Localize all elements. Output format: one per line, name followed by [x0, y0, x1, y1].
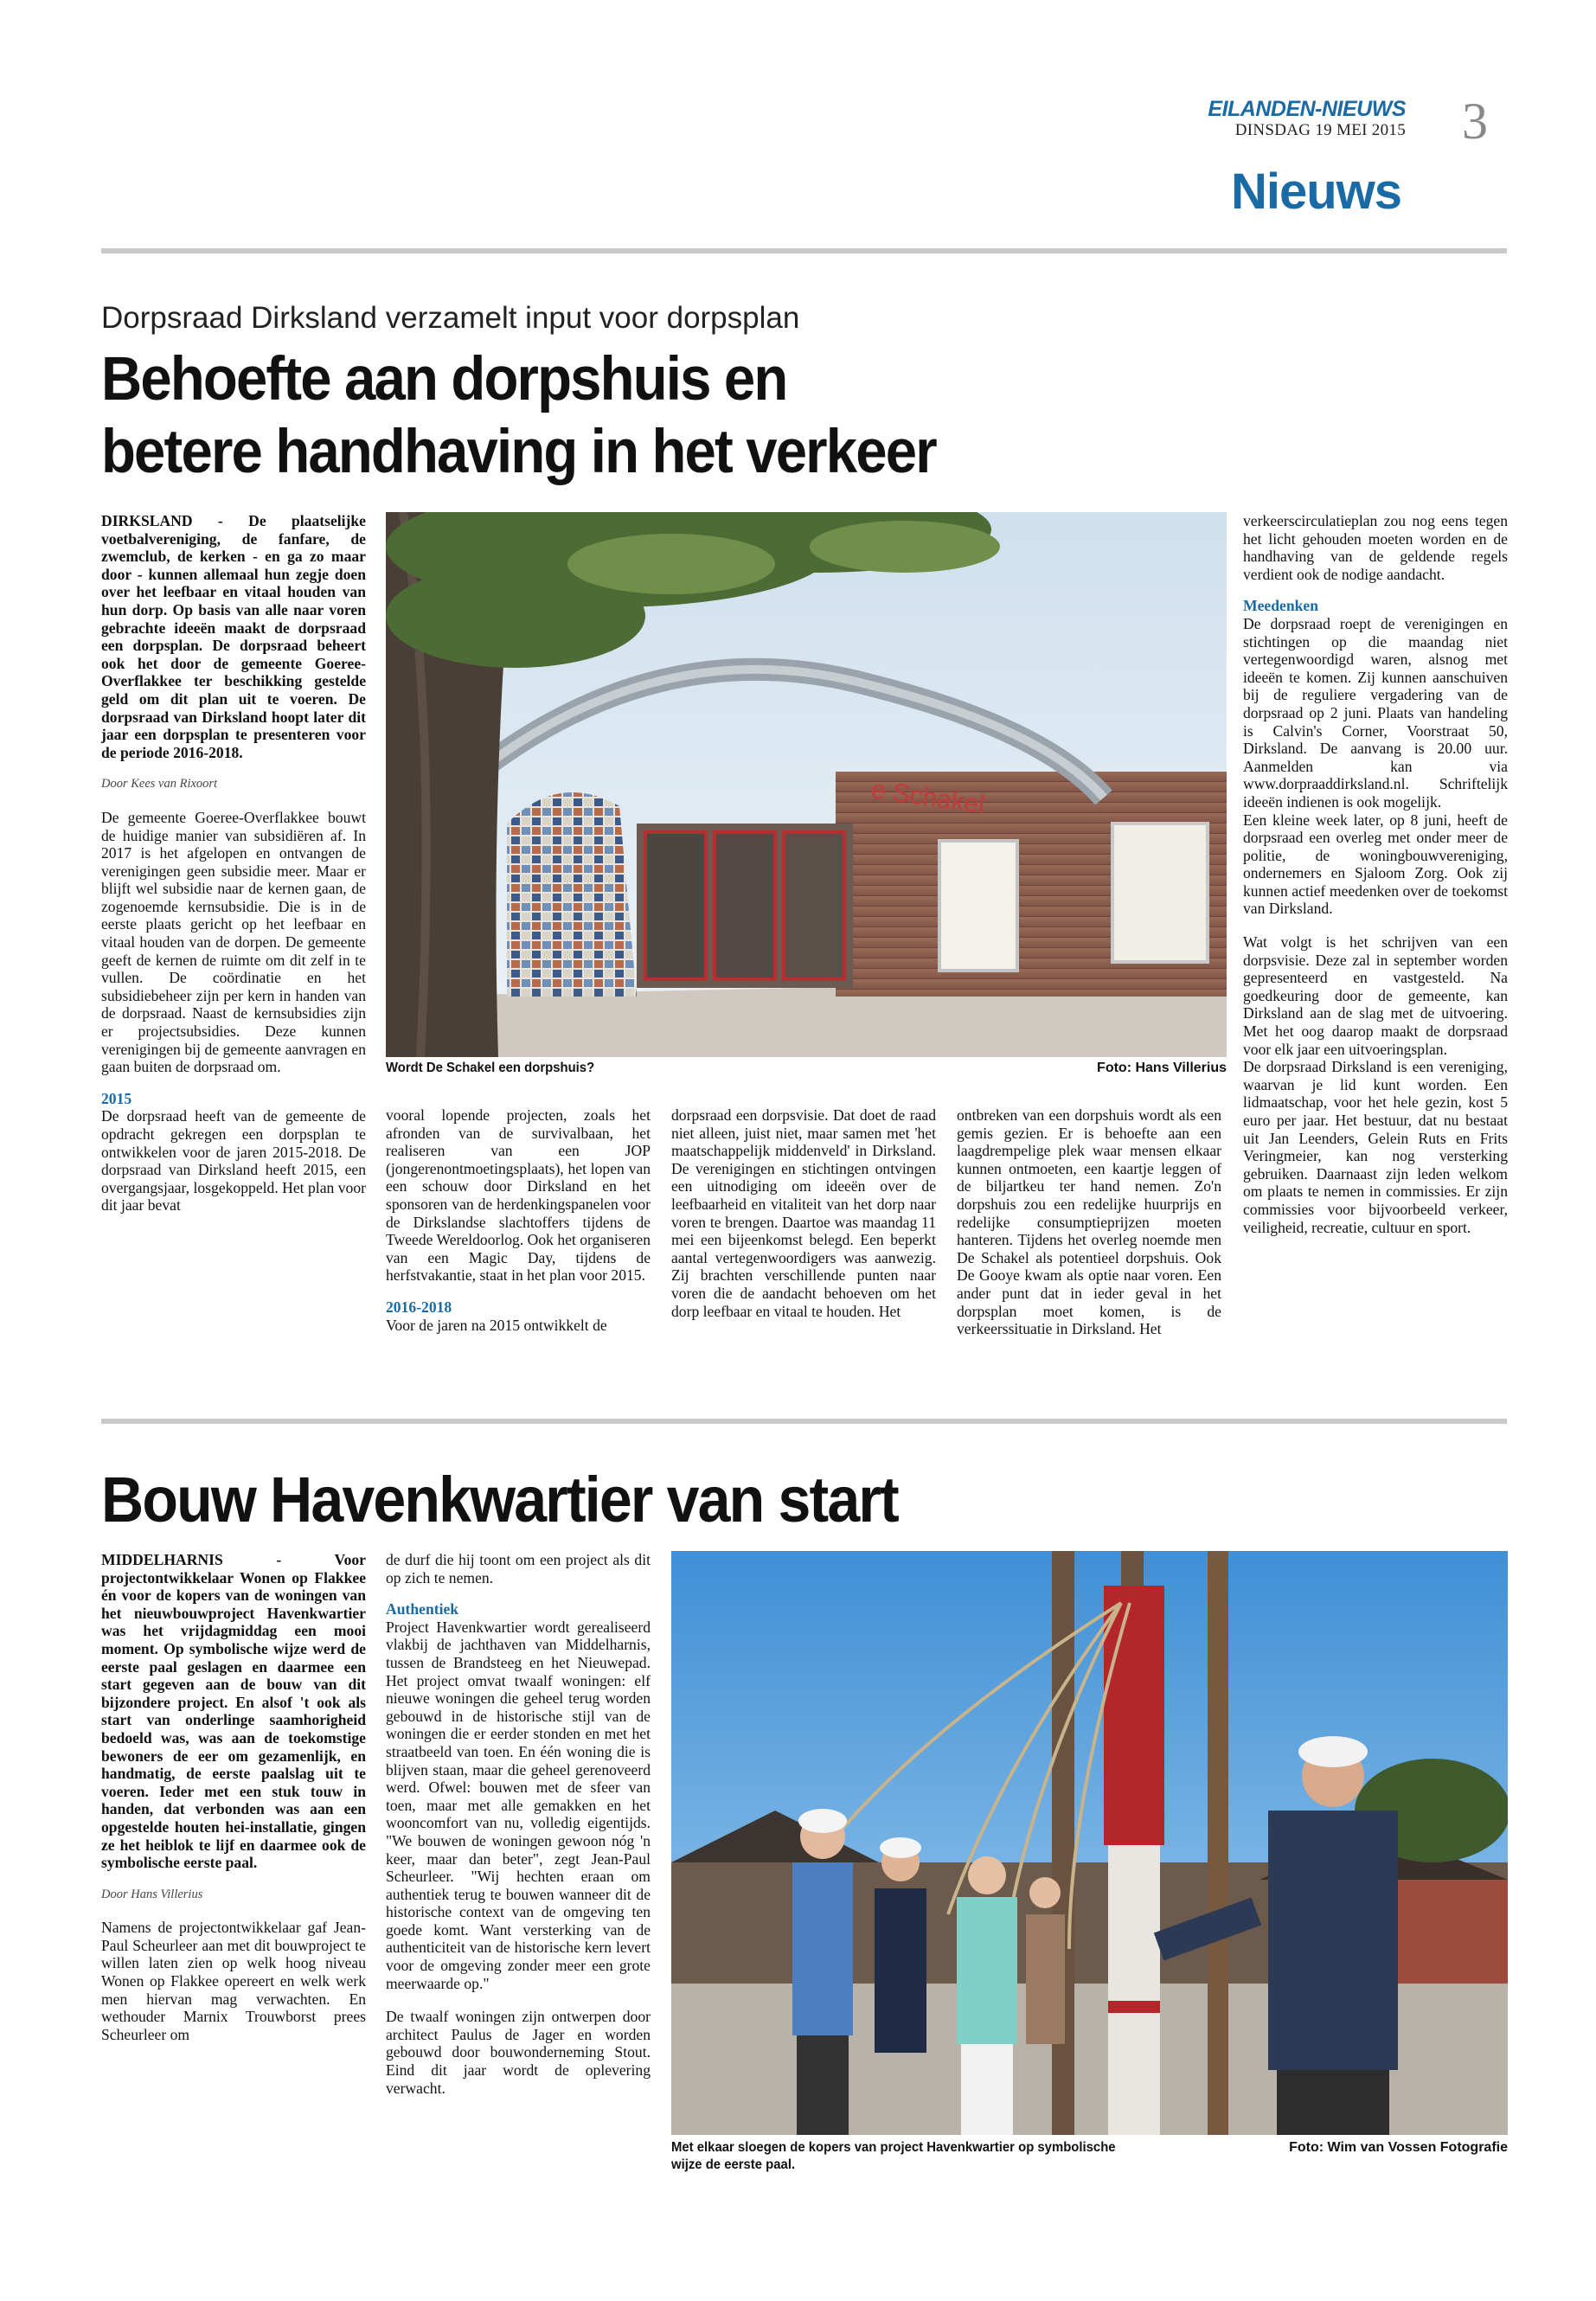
article2-subhead-authentiek: Authentiek [386, 1600, 459, 1618]
article1-paragraph: dorpsraad een dorpsvisie. Dat doet de raad niet alleen, juist niet, maar samen met 'het maatschappelijk middenveld' in Dirksland. De verenigingen en stichtingen ontvingen een uitnodiging om ideeën over de leefbaarheid en vitaliteit van het dorp naar voren te brengen. Daartoe was maandag 11 mei een bijeenkomst belegd. Een beperkt aantal vertegenwoordigers was aanwezig. Zij brachten verschillende punten naar voren die de aandacht behoeven om het dorp leefbaar en vitaal te houden. Het [671, 1106, 936, 1320]
article1-paragraph: De dorpsraad Dirksland is een vereniging, waarvan je lid kunt worden. Een lidmaatschap, voor het hele gezin, kost 5 euro per jaar. Het bestuur, dat nu bestaat uit Jan Leenders, Gelein Ruts en Frits Veringmeier, kan nog versterking gebruiken. Daarnaast zijn leden welkom om plaats te nemen in commissies. Er zijn commissies voor bijvoorbeeld verkeer, veiligheid, recreatie, cultuur en sport. [1243, 1058, 1508, 1236]
section-title: Nieuws [1230, 163, 1401, 220]
article2-column-2 [386, 1551, 651, 2097]
article1-photo-credit: Foto: Hans Villerius [1097, 1061, 1227, 1075]
article1-paragraph: Een kleine week later, op 8 juni, heeft de dorpsraad een overleg met onder meer de politie, de woningbouwvereniging, ondernemers en Sjaloom Zorg. Ook zij kunnen actief meedenken over de toekomst van Dirksland. [1243, 811, 1508, 918]
article1-paragraph: De dorpsraad heeft van de gemeente de opdracht gekregen een dorpsplan te ontwikkelen voor de jaren 2015-2018. De dorpsraad van Dirksland heeft 2015, een overgangsjaar, losgekoppeld. Het plan voor dit jaar bevat [101, 1107, 366, 1215]
schakel-building-photo [386, 512, 1227, 1057]
article1-headline-line1: Behoefte aan dorpshuis en [101, 345, 787, 413]
article1-paragraph: De dorpsraad roept de verenigingen en stichtingen op die maandag niet vertegenwoordigd waren, alsnog met ideeën te komen. Zij kunnen aanschuiven bij de reguliere vergadering van de dorpsraad op 2 juni. Plaats van handeling is Calvin's Corner, Voorstraat 50, Dirksland. De aanvang is 20.00 uur. Aanmelden kan via www.dorpraaddirksland.nl. Schriftelijk ideeën indienen is ook mogelijk. [1243, 614, 1508, 811]
article-divider [101, 1419, 1507, 1424]
building-sign: e Schakel [869, 775, 987, 820]
article1-kicker: Dorpsraad Dirksland verzamelt input voor dorpsplan [101, 301, 800, 335]
article1-column-5 [1243, 512, 1508, 1236]
article1-column-1 [101, 512, 366, 1215]
article1-paragraph: vooral lopende projecten, zoals het afronden van de survivalbaan, het realiseren van een JOP (jongerenontmoetingsplaats), het lopen van een schouw door Dirksland en het sponsoren van de herdenkingspanelen voor de Dirkslandse slachtoffers tijdens de Tweede Wereldoorlog. Ook het organiseren van een Magic Day, tijdens de herfstvakantie, staat in het plan voor 2015. [386, 1106, 651, 1285]
article2-lead: MIDDELHARNIS - Voor projectontwikkelaar Wonen op Flakkee én voor de kopers van de woningen van het nieuwbouwproject Havenkwartier was het vrijdagmiddag een mooi moment. Op symbolische wijze werd de eerste paal geslagen en daarmee een start gegeven aan de bouw van dit bijzondere project. En alsof 't ook als start van onderlinge saamhorigheid bedoeld was, was aan de toekomstige bewoners de eer om gezamenlijk, en handmatig, de eerste paalslag uit te voeren. Ieder met een stuk touw in handen, dat verbonden was aan een opgestelde houten hei-installatie, gingen ze het heiblok te lijf en daarmee ook de symbolische eerste paal. [101, 1551, 366, 1872]
article1-headline-line2: betere handhaving in het verkeer [101, 418, 936, 486]
newspaper-name: EILANDEN-NIEUWS [1208, 97, 1406, 121]
article2-photo-caption: Met elkaar sloegen de kopers van project Havenkwartier op symbolische wijze de eerste paal. [671, 2140, 1116, 2172]
article2-paragraph: De twaalf woningen zijn ontwerpen door architect Paulus de Jager en worden gebouwd door bouwonderneming Stout. Eind dit jaar wordt de oplevering verwacht. [386, 2008, 651, 2097]
article1-subhead-2016-2018: 2016-2018 [386, 1298, 452, 1316]
pile-driving-photo [671, 1551, 1508, 2135]
top-divider [101, 248, 1507, 253]
article2-photo [671, 1551, 1508, 2135]
article2-byline: Door Hans Villerius [101, 1887, 203, 1901]
article1-column-3 [671, 1106, 936, 1320]
article1-paragraph: ontbreken van een dorpshuis wordt als een gemis gezien. Er is behoefte aan een laagdrempelige plek waar mensen elkaar kunnen ontmoeten, een kaartje leggen of de biljartkeu ter hand nemen. Zo'n dorpshuis zou een redelijke huurprijs en redelijke consumptieprijzen moeten hanteren. Tijdens het overleg noemde men De Schakel als potentieel dorpshuis. Ook De Gooye kwam als optie naar voren. Een ander punt dat in ieder geval in het dorpsplan moet komen, is de verkeerssituatie in Dirksland. Het [957, 1106, 1221, 1338]
article2-paragraph: Namens de projectontwikkelaar gaf Jean-Paul Scheurleer aan met dit bouwproject te willen laten zien op welk hoog niveau Wonen op Flakkee opereert en welk werk men hiervan mag verwachten. En wethouder Marnix Trouwborst prees Scheurleer om [101, 1919, 366, 2043]
article1-subhead-meedenken: Meedenken [1243, 597, 1318, 615]
article1-subhead-2015: 2015 [101, 1089, 132, 1107]
article1-column-4 [957, 1106, 1221, 1338]
article1-headline [101, 343, 1136, 489]
article2-paragraph: Project Havenkwartier wordt gerealiseerd vlakbij de jachthaven van Middelharnis, tussen de Brandsteeg en het Nieuwepad. Het project omvat twaalf woningen: elf nieuwe woningen die geheel terug worden gebouwd in de historische stijl van de woningen die er eerder stonden en met het straatbeeld van toen. En één woning die is blijven staan, maar die geheel gerenoveerd werd. Ofwel: bouwen met de sfeer van toen, maar met alle gemakken en het wooncomfort van nu, volledig eigentijds. "We bouwen de woningen gewoon nóg 'n keer, maar dan beter", zegt Jean-Paul Scheurleer. "Wij hechten eraan om authentiek terug te bouwen wanneer dit de historische context van de omgeving ten goede komt. Want versterking van de authenticiteit van de historische kern levert voor de omgeving zonder meer een grote meerwaarde op." [386, 1618, 651, 1992]
article1-byline: Door Kees van Rixoort [101, 777, 218, 792]
publication-date: DINSDAG 19 MEI 2015 [1234, 121, 1406, 139]
masthead [1202, 97, 1406, 140]
article1-paragraph: verkeerscirculatieplan zou nog eens tegen het licht gehouden moeten worden en de handhaving van de geldende regels verdient ook de nodige aandacht. [1243, 512, 1508, 583]
article1-lead: DIRKSLAND - De plaatselijke voetbalvereniging, de fanfare, de zwemclub, de kerken - en ga zo maar door - kunnen allemaal hun zegje doen over het leefbaar en vitaal houden van hun dorp. Op basis van alle naar voren gebrachte ideeën maakt de dorpsraad een dorpsplan. De dorpsraad beheert ook het door de gemeente Goeree-Overflakkee ter beschikking gestelde geld om dit plan uit te voeren. De dorpsraad van Dirksland hoopt later dit jaar een dorpsplan te presenteren voor de periode 2016-2018. [101, 512, 366, 761]
article1-paragraph: Voor de jaren na 2015 ontwikkelt de [386, 1316, 607, 1334]
article2-photo-credit: Foto: Wim van Vossen Fotografie [1289, 2140, 1508, 2155]
article2-headline: Bouw Havenkwartier van start [101, 1464, 898, 1535]
article2-paragraph: de durf die hij toont om een project als dit op zich te nemen. [386, 1551, 651, 1586]
article1-paragraph: Wat volgt is het schrijven van een dorpsvisie. Deze zal in september worden gepresenteerd en vastgesteld. Na goedkeuring door de gemeente, kan Dirksland aan de slag met de uitvoering. Met het oog daarop maakt de dorpsraad voor elk jaar een uitvoeringsplan. [1243, 933, 1508, 1058]
article1-photo [386, 512, 1227, 1057]
article1-column-2 [386, 1106, 651, 1334]
page-number: 3 [1462, 93, 1488, 150]
article2-column-1 [101, 1551, 366, 2043]
article1-photo-caption: Wordt De Schakel een dorpshuis? [386, 1061, 595, 1075]
article1-paragraph: De gemeente Goeree-Overflakkee bouwt de huidige manier van subsidiëren af. In 2017 is het afgelopen en ontvangen de verenigingen geen subsidie meer. Maar er blijft wel subsidie naar de kernen gaan, de zogenoemde kernsubsidie. Die is in de eerste plaats gericht op het leefbaar en vitaal houden van de dorpen. De gemeente geeft de kernen de ruimte om dit zelf in te vullen. De coördinatie en het subsidiebeheer zijn per kern in handen van de dorpsraad. Naast de kernsubsidies zijn er projectsubsidies. Deze kunnen verenigingen bij de gemeente aanvragen en gaan buiten de dorpsraad om. [101, 808, 366, 1076]
